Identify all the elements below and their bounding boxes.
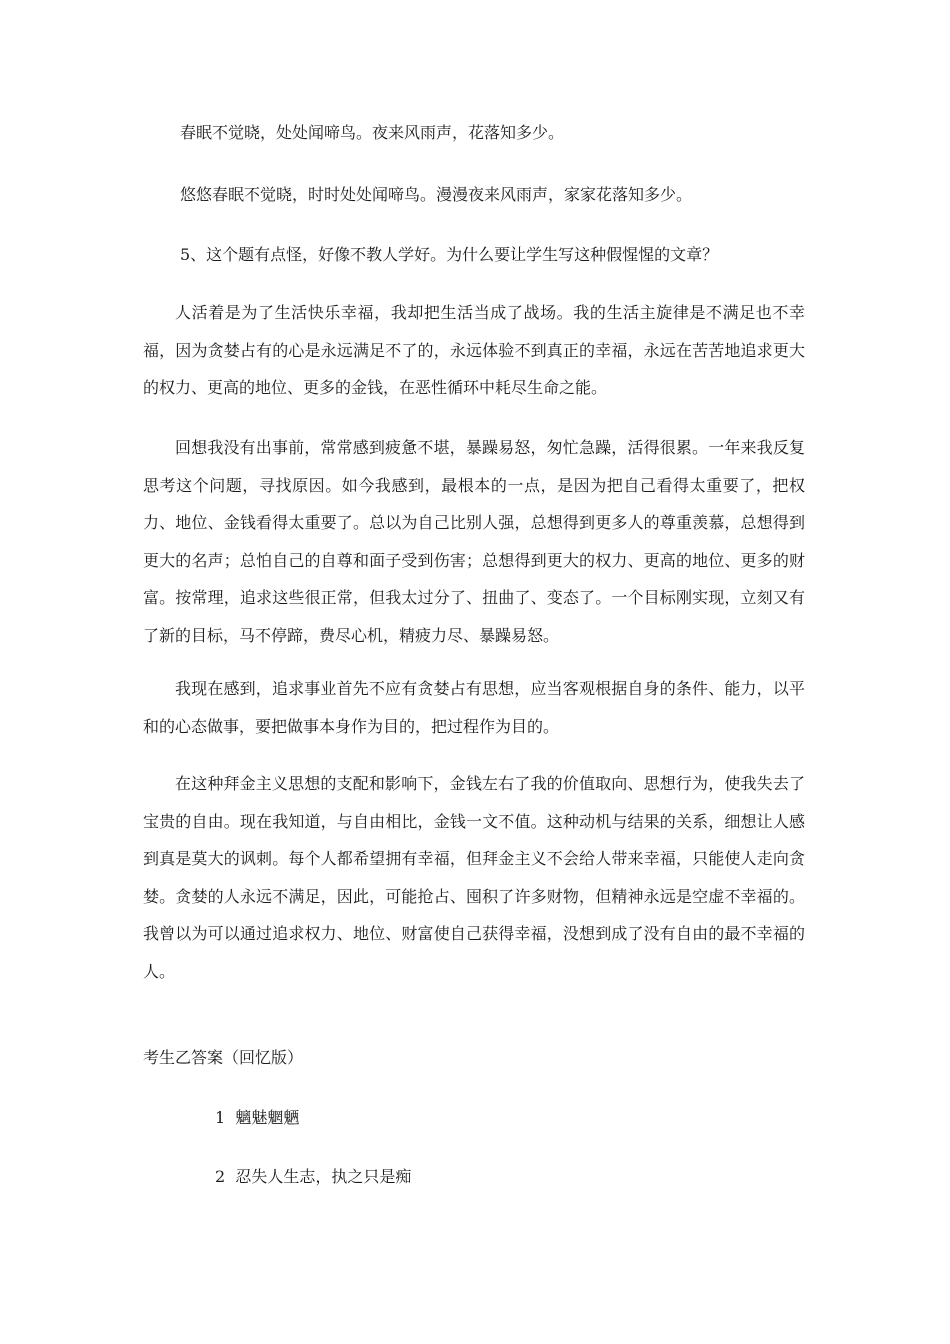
paragraph-3: 我现在感到，追求事业首先不应有贪婪占有思想，应当客观根据自身的条件、能力，以平和的心态做事，要把做事本身作为目的，把过程作为目的。 bbox=[143, 679, 805, 736]
question-5-line: 5、这个题有点怪，好像不教人学好。为什么要让学生写这种假惺惺的文章？ bbox=[180, 245, 719, 264]
paragraph-2: 回想我没有出事前，常常感到疲惫不堪，暴躁易怒，匆忙急躁，活得很累。一年来我反复思考这个问题，寻找原因。如今我感到，最根本的一点，是因为把自己看得太重要了，把权力、地位、金钱看得太重要了。总以为自己比别人强，总想得到更多人的尊重羡慕，总想得到更大的名声；总怕自己的自尊和面子受到伤害；总想得到更大的权力、更高的地位、更多的财富。按常理，追求这些很正常，但我太过分了、扭曲了、变态了。一个目标刚实现，立刻又有了新的目标，马不停蹄，费尽心机，精疲力尽、暴躁易怒。 bbox=[143, 438, 805, 645]
section-heading: 考生乙答案（回忆版） bbox=[143, 1048, 304, 1067]
poem-extended-line: 悠悠春眠不觉晓，时时处处闻啼鸟。漫漫夜来风雨声，家家花落知多少。 bbox=[180, 185, 693, 204]
poem-original-line: 春眠不觉晓，处处闻啼鸟。夜来风雨声，花落知多少。 bbox=[180, 123, 565, 142]
answer-item: 2 忍失人生志，执之只是痴 bbox=[215, 1167, 412, 1186]
paragraph-1: 人活着是为了生活快乐幸福，我却把生活当成了战场。我的生活主旋律是不满足也不幸福，因为贪婪占有的心是永远满足不了的，永远体验不到真正的幸福，永远在苦苦地追求更大的权力、更高的地位、更多的金钱，在恶性循环中耗尽生命之能。 bbox=[143, 303, 805, 398]
answer-item: 1 魑魅魍魉 bbox=[215, 1108, 300, 1127]
paragraph-4: 在这种拜金主义思想的支配和影响下，金钱左右了我的价值取向、思想行为，使我失去了宝贵的自由。现在我知道，与自由相比，金钱一文不值。这种动机与结果的关系，细想让人感到真是莫大的讽刺。每个人都希望拥有幸福，但拜金主义不会给人带来幸福，只能使人走向贪婪。贪婪的人永远不满足，因此，可能抢占、囤积了许多财物，但精神永远是空虚不幸福的。我曾以为可以通过追求权力、地位、财富使自己获得幸福，没想到成了没有自由的最不幸福的人。 bbox=[143, 774, 805, 981]
